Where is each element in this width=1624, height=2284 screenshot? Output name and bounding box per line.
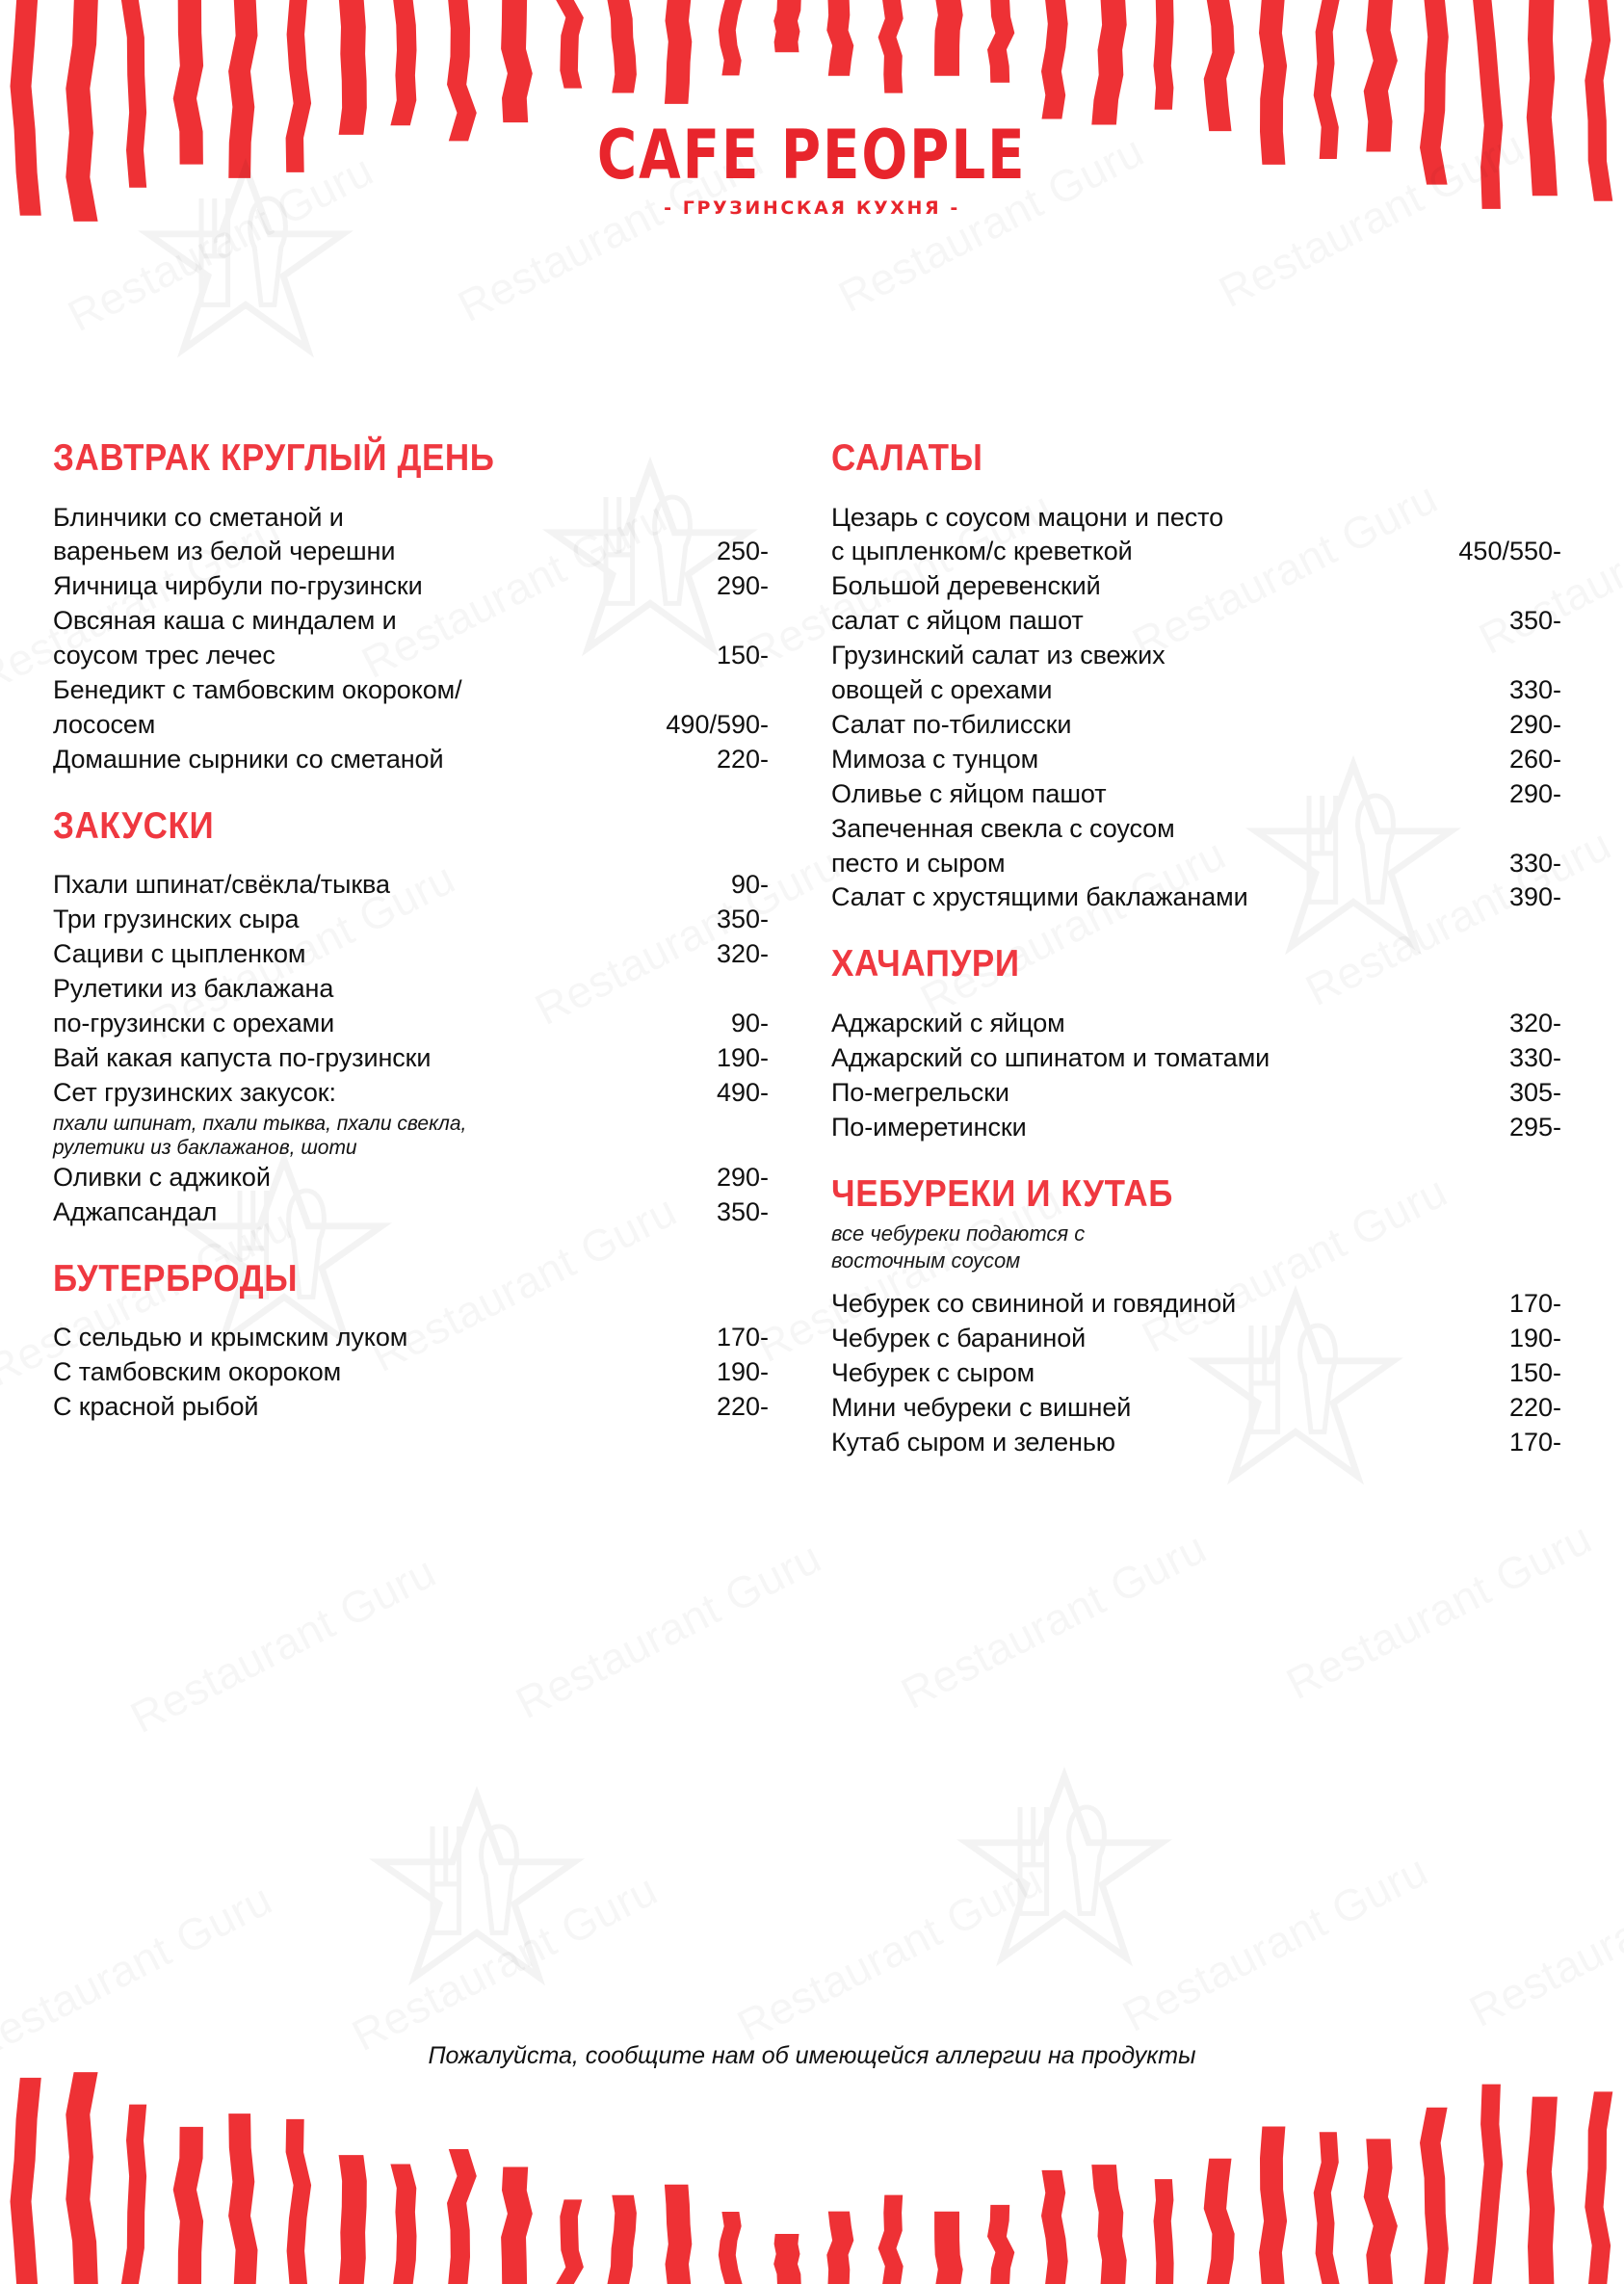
restaurant-logo [0, 114, 1624, 219]
menu-item-price: 290- [716, 571, 769, 601]
menu-section [831, 1174, 1561, 1460]
menu-item-name: Сет грузинских закусок: [53, 1077, 336, 1107]
menu-item-price: 190- [716, 1357, 769, 1387]
menu-item [53, 535, 769, 569]
menu-item-name: Блинчики со сметаной и [53, 502, 344, 532]
menu-item-name: Аджарский с яйцом [831, 1008, 1065, 1037]
watermark-text [1278, 1511, 1600, 1710]
menu-item-description: пхали шпинат, пхали тыква, пхали свекла, рулетики из баклажанов, шоти [53, 1112, 467, 1160]
menu-item-name: вареньем из белой черешни [53, 537, 396, 566]
menu-column-left [0, 438, 812, 1464]
section-title: ХАЧАПУРИ [831, 943, 1020, 985]
menu-item [53, 903, 769, 937]
menu-item-price: 170- [1508, 1427, 1561, 1457]
menu-item-price: 190- [716, 1042, 769, 1072]
menu-item-price: 150- [1508, 1357, 1561, 1387]
menu-item-name: Большой деревенский [831, 571, 1101, 601]
menu-item-name: Грузинский салат из свежих [831, 641, 1166, 670]
menu-item [53, 1076, 769, 1111]
menu-item-name: По-имеретински [831, 1112, 1027, 1142]
watermark-text [1114, 1844, 1436, 2042]
menu-item [831, 880, 1561, 915]
menu-item-name: песто и сыром [831, 848, 1006, 878]
section-note: все чебуреки подаются с восточным соусом [831, 1221, 1086, 1273]
watermark-text [122, 1545, 444, 1744]
restaurant-guru-star-icon [954, 1763, 1175, 1984]
menu-item [831, 1322, 1561, 1356]
menu-item-name: По-мегрельски [831, 1077, 1009, 1107]
menu-item-price: 295- [1508, 1112, 1561, 1142]
menu-item [831, 812, 1561, 847]
menu-item-name: Яичница чирбули по-грузински [53, 571, 423, 601]
menu-item-price: 220- [716, 744, 769, 774]
menu-item-name: Бенедикт с тамбовским окороком/ [53, 675, 462, 705]
menu-item [53, 1007, 769, 1041]
menu-item-price: 330- [1508, 675, 1561, 705]
section-title: САЛАТЫ [831, 436, 983, 479]
menu-item-name: лососем [53, 709, 156, 739]
menu-item [53, 673, 769, 708]
menu-item-name: Аджапсандал [53, 1196, 218, 1226]
menu-item-name: С тамбовским окороком [53, 1357, 342, 1387]
menu-item-name: Кутаб сыром и зеленью [831, 1427, 1115, 1457]
menu-column-right [812, 438, 1624, 1464]
menu-item [53, 604, 769, 639]
menu-item-name: Вай какая капуста по-грузински [53, 1042, 432, 1072]
menu-item-price: 290- [1508, 778, 1561, 808]
menu-item-price: 220- [716, 1391, 769, 1421]
menu-item-name: овощей с орехами [831, 675, 1053, 705]
menu-section [53, 806, 769, 1230]
menu-item-price: 190- [1508, 1323, 1561, 1352]
menu-item-price: 490/590- [666, 709, 769, 739]
menu-section [53, 1259, 769, 1425]
menu-item-name: Сациви с цыпленком [53, 939, 306, 969]
menu-item-price: 320- [716, 939, 769, 969]
menu-item [53, 1355, 769, 1390]
watermark-text [729, 1853, 1051, 2052]
menu-item-list [831, 1007, 1561, 1145]
menu-item-price: 390- [1508, 882, 1561, 912]
menu-item-name: Домашние сырники со сметаной [53, 744, 444, 774]
menu-item-price: 220- [1508, 1392, 1561, 1422]
menu-item-name: Цезарь с соусом мацони и песто [831, 502, 1224, 532]
menu-item-price: 490- [716, 1077, 769, 1107]
menu-item-name: С сельдью и крымским луком [53, 1323, 408, 1352]
menu-item [53, 639, 769, 673]
menu-item [831, 535, 1561, 569]
menu-item-name: Рулетики из баклажана [53, 973, 334, 1003]
menu-item-name: салат с яйцом пашот [831, 606, 1084, 636]
menu-item-price: 170- [1508, 1289, 1561, 1318]
allergy-notice: Пожалуйста, сообщите нам об имеющейся аллергии на продукты [428, 2042, 1196, 2069]
menu-item [831, 604, 1561, 639]
menu-item-name: Салат с хрустящими баклажанами [831, 882, 1248, 912]
menu-item [53, 937, 769, 972]
menu-item-price: 330- [1508, 848, 1561, 878]
menu-item-name: соусом трес лечес [53, 641, 275, 670]
menu-item-name: по-грузински с орехами [53, 1008, 335, 1037]
menu-section [831, 944, 1561, 1144]
menu-item-price: 450/550- [1458, 537, 1561, 566]
menu-item-name: Аджарский со шпинатом и томатами [831, 1042, 1270, 1072]
section-title: БУТЕРБРОДЫ [53, 1257, 299, 1300]
menu-item-price: 250- [716, 537, 769, 566]
watermark-text [344, 1863, 666, 2061]
menu-item [831, 639, 1561, 673]
menu-item-price: 150- [716, 641, 769, 670]
section-title: ЗАКУСКИ [53, 804, 215, 847]
menu-item [831, 1426, 1561, 1460]
menu-item-price: 290- [716, 1162, 769, 1192]
menu-item-name: Оливки с аджикой [53, 1162, 271, 1192]
menu-item [831, 501, 1561, 536]
menu-item-name: Салат по-тбилисски [831, 709, 1072, 739]
watermark-text [1461, 1839, 1624, 2037]
menu-item-price: 90- [730, 870, 769, 900]
section-title: ЗАВТРАК КРУГЛЫЙ ДЕНЬ [53, 436, 495, 479]
menu-item [53, 708, 769, 743]
bottom-stripe-decoration [0, 2072, 1624, 2284]
menu-item [831, 673, 1561, 708]
menu-item [831, 1391, 1561, 1426]
menu-item [831, 743, 1561, 777]
menu-item [831, 1111, 1561, 1145]
menu-item-list [831, 501, 1561, 916]
menu-item [53, 569, 769, 604]
menu-item [831, 1356, 1561, 1391]
menu-item [831, 777, 1561, 812]
menu-item-name: Запеченная свекла с соусом [831, 813, 1175, 843]
menu-item-list [53, 1321, 769, 1425]
menu-item-name: Пхали шпинат/свёкла/тыква [53, 870, 390, 900]
menu-item-price: 350- [716, 905, 769, 934]
menu-item-price: 260- [1508, 744, 1561, 774]
watermark-text [893, 1521, 1215, 1720]
menu-item [831, 847, 1561, 881]
menu-section [831, 438, 1561, 915]
menu-item-name: Чебурек со свининой и говядиной [831, 1289, 1237, 1318]
menu-item [53, 1041, 769, 1076]
menu-item-name: с цыпленком/с креветкой [831, 537, 1133, 566]
menu-item [53, 1321, 769, 1355]
menu-item [831, 708, 1561, 743]
menu-item-price: 170- [716, 1323, 769, 1352]
menu-item-list [53, 868, 769, 1229]
menu-item [53, 501, 769, 536]
menu-item [53, 743, 769, 777]
menu-item-price: 350- [1508, 606, 1561, 636]
menu-item-name: Мини чебуреки с вишней [831, 1392, 1132, 1422]
menu-item [831, 569, 1561, 604]
menu-item-name: Чебурек с сыром [831, 1357, 1035, 1387]
menu-item [831, 1076, 1561, 1111]
menu-item-price: 320- [1508, 1008, 1561, 1037]
menu-item-name: Три грузинских сыра [53, 905, 300, 934]
restaurant-guru-star-icon [366, 1782, 588, 2004]
menu-item [53, 1390, 769, 1425]
menu-item [53, 1161, 769, 1195]
menu-item [53, 868, 769, 903]
menu-item-price: 350- [716, 1196, 769, 1226]
section-title: ЧЕБУРЕКИ И КУТАБ [831, 1172, 1174, 1215]
logo-tagline: - ГРУЗИНСКАЯ КУХНЯ - [664, 197, 960, 219]
menu-item-price: 90- [730, 1008, 769, 1037]
menu-item-name: Овсяная каша с миндалем и [53, 606, 397, 636]
menu-section [53, 438, 769, 777]
menu-item-price: 330- [1508, 1042, 1561, 1072]
menu-item-list [831, 1287, 1561, 1460]
menu-item-price: 290- [1508, 709, 1561, 739]
menu-content [0, 438, 1624, 1464]
menu-item-list [53, 501, 769, 777]
logo-primary-text: CAFE PEOPLE [597, 114, 1027, 195]
menu-item [53, 972, 769, 1007]
menu-item-price: 305- [1508, 1077, 1561, 1107]
menu-item-name: Мимоза с тунцом [831, 744, 1039, 774]
menu-item [831, 1287, 1561, 1322]
watermark-text [508, 1531, 829, 1729]
menu-item [831, 1007, 1561, 1041]
menu-item-name: Чебурек с бараниной [831, 1323, 1087, 1352]
menu-item [831, 1041, 1561, 1076]
menu-item [53, 1195, 769, 1230]
menu-item-name: Оливье с яйцом пашот [831, 778, 1107, 808]
menu-item-name: С красной рыбой [53, 1391, 259, 1421]
